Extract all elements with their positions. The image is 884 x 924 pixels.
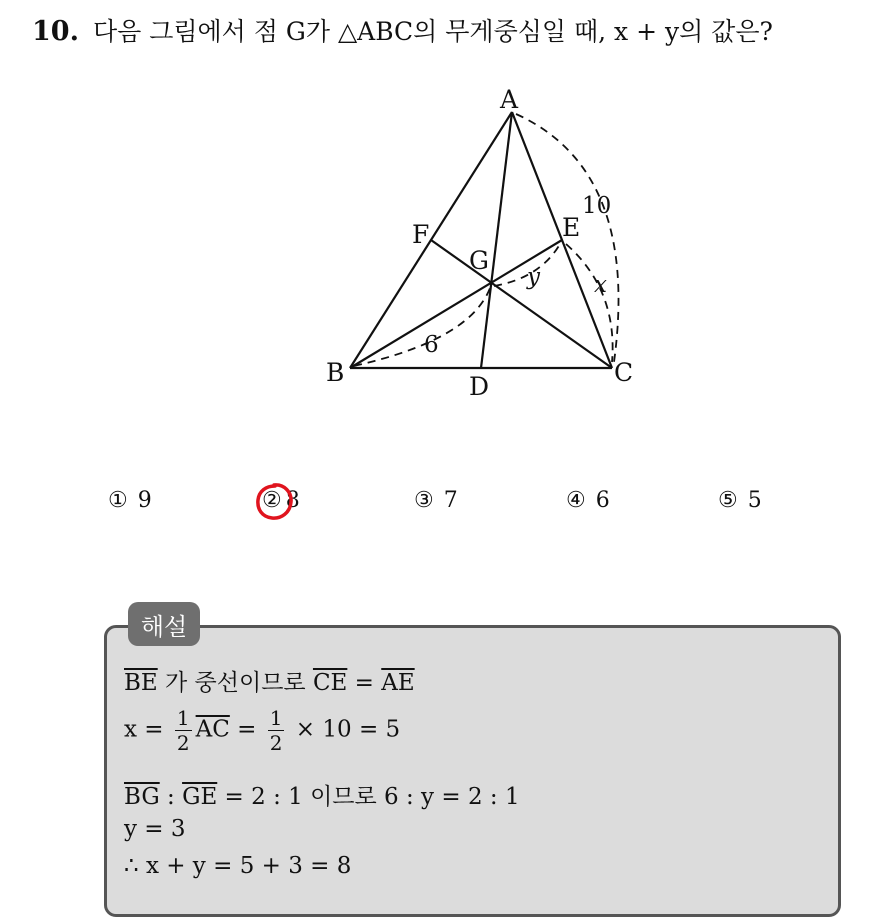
fraction-num: 1 bbox=[176, 706, 190, 730]
segment-ce: $\overline{CE}$ bbox=[312, 670, 348, 696]
question bbox=[32, 12, 773, 48]
choice-5[interactable] bbox=[718, 488, 762, 513]
choice-4[interactable] bbox=[566, 488, 610, 513]
median-ad bbox=[481, 112, 512, 368]
choice-1-value: 9 bbox=[137, 488, 152, 513]
choice-3[interactable] bbox=[414, 488, 458, 513]
fraction-half bbox=[175, 706, 192, 755]
side-ca bbox=[512, 112, 612, 368]
label-e: E bbox=[562, 213, 581, 242]
equals: = bbox=[229, 716, 264, 743]
choice-5-mark: ⑤ bbox=[718, 488, 738, 513]
choice-4-mark: ④ bbox=[566, 488, 586, 513]
explanation-line-2 bbox=[124, 706, 400, 755]
choice-3-mark: ③ bbox=[414, 488, 434, 513]
label-c: C bbox=[614, 358, 634, 387]
median-be bbox=[350, 240, 562, 368]
arc-bg-6 bbox=[354, 288, 490, 366]
question-text: 다음 그림에서 점 G가 △ABC의 무게중심일 때, x + y의 값은? bbox=[92, 17, 773, 46]
segment-bg: $\overline{BG}$ bbox=[124, 784, 160, 810]
arc-ac-10 bbox=[516, 114, 619, 362]
ratio-text: = 2 : 1 이므로 6 : y = 2 : 1 bbox=[217, 784, 520, 810]
explanation-line-3 bbox=[124, 778, 520, 811]
label-y: y bbox=[527, 264, 540, 290]
label-a: A bbox=[500, 85, 519, 114]
explanation-tag: 해설 bbox=[128, 602, 200, 646]
median-text: 가 중선이므로 bbox=[157, 670, 313, 696]
ratio-colon: : bbox=[159, 784, 183, 810]
choice-2-value: 8 bbox=[285, 488, 300, 513]
segment-ac: $\overline{AC}$ bbox=[195, 716, 230, 743]
fraction-den: 2 bbox=[269, 731, 283, 755]
choice-5-value: 5 bbox=[747, 488, 762, 513]
label-b: B bbox=[326, 358, 345, 387]
label-d: D bbox=[469, 372, 490, 401]
explanation-line-4: y = 3 bbox=[124, 816, 186, 842]
segment-be: $\overline{BE}$ bbox=[124, 670, 158, 696]
choice-2-mark: ② bbox=[262, 488, 282, 513]
median-cf bbox=[431, 240, 612, 368]
label-f: F bbox=[412, 220, 430, 249]
label-six: 6 bbox=[424, 332, 439, 358]
label-ten: 10 bbox=[582, 193, 612, 219]
explanation-line-1 bbox=[124, 664, 415, 697]
x-equals: x = bbox=[124, 716, 171, 743]
choice-3-value: 7 bbox=[443, 488, 458, 513]
fraction-half-2 bbox=[268, 706, 285, 755]
segment-ae: $\overline{AE}$ bbox=[381, 670, 415, 696]
equals: = bbox=[347, 670, 382, 696]
choice-1-mark: ① bbox=[108, 488, 128, 513]
fraction-num: 1 bbox=[269, 706, 283, 730]
arc-ec-x bbox=[566, 244, 613, 362]
x-result: × 10 = 5 bbox=[288, 716, 401, 743]
question-number: 10. bbox=[32, 16, 79, 47]
answer-circle-icon bbox=[253, 481, 295, 523]
explanation-line-5: ∴ x + y = 5 + 3 = 8 bbox=[124, 853, 352, 879]
choice-4-value: 6 bbox=[595, 488, 610, 513]
choice-1[interactable] bbox=[108, 488, 152, 513]
label-x: x bbox=[594, 272, 607, 298]
label-g: G bbox=[469, 246, 489, 275]
fraction-den: 2 bbox=[176, 731, 190, 755]
segment-ge: $\overline{GE}$ bbox=[182, 784, 218, 810]
arc-ge-y bbox=[494, 244, 560, 286]
side-ab bbox=[350, 112, 512, 368]
